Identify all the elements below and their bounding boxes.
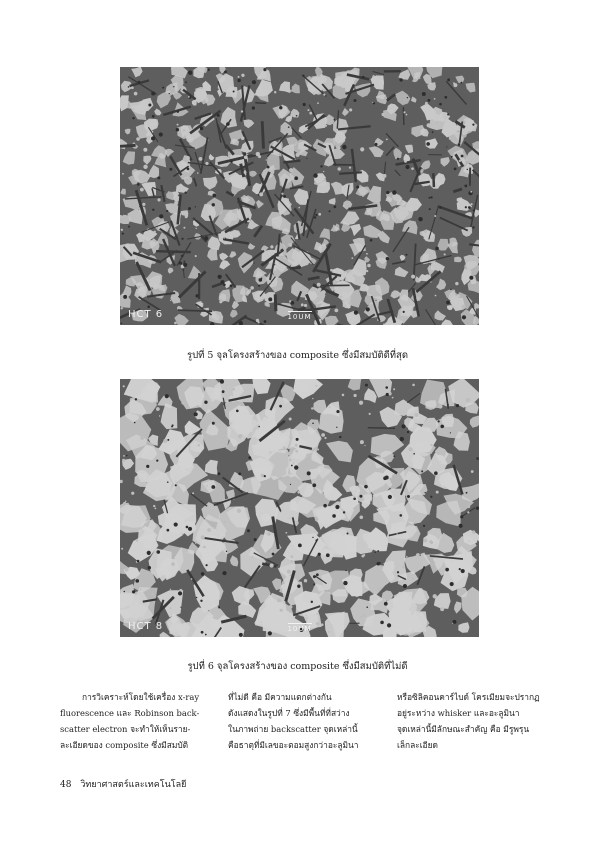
sem-micrograph-figure-5 [120, 67, 479, 325]
body-line: ดังแสดงในรูปที่ 7 ซึ่งมีพื้นที่ที่สว่าง [228, 708, 350, 718]
body-column-2 [228, 689, 368, 753]
page-footer [60, 777, 192, 791]
body-line: ที่ไม่ดี คือ มีความแตกต่างกัน [228, 692, 332, 702]
body-line: ในภาพถ่าย backscatter จุดเหล่านี้ [228, 724, 358, 734]
figure-5-caption: รูปที่ 5 จุลโครงสร้างของ composite ซึ่งมีสมบัติดีที่สุด [186, 350, 409, 361]
page-number: 48 [60, 780, 72, 790]
body-line: อยู่ระหว่าง whisker และอะลูมินา [397, 708, 520, 718]
body-line: การวิเคราะห์โดยใช้เครื่อง x-ray [82, 692, 200, 702]
sample-id-label: HCT 8 [128, 621, 164, 632]
body-line: เล็กละเอียด [397, 740, 438, 750]
body-line: หรือซิลิคอนคาร์ไบด์ โครเมียมจะปรากฏ [397, 692, 540, 702]
sem-micrograph-figure-6 [120, 379, 479, 637]
body-line: fluorescence และ Robinson back- [60, 708, 200, 718]
body-line: คือธาตุที่มีเลขอะตอมสูงกว่าอะลูมินา [228, 740, 359, 750]
body-column-1 [60, 689, 200, 753]
micrograph-texture [120, 67, 479, 325]
figure-6-caption: รูปที่ 6 จุลโครงสร้างของ composite ซึ่งมีสมบัติที่ไม่ดี [187, 661, 408, 672]
scale-bar-label: 10UM [287, 313, 312, 321]
body-line: จุดเหล่านี้มีลักษณะสำคัญ คือ มีรูพรุน [397, 724, 530, 734]
sample-id-label: HCT 6 [128, 309, 164, 320]
body-line: scatter electron จะทำให้เห็นราย- [60, 724, 191, 734]
scale-bar-label: 10UM [287, 625, 312, 633]
body-column-3 [397, 689, 540, 753]
micrograph-texture [120, 379, 479, 637]
body-line: ละเอียดของ composite ซึ่งมีสมบัติ [60, 740, 189, 750]
journal-title: วิทยาศาสตร์และเทคโนโลยี [80, 780, 187, 790]
